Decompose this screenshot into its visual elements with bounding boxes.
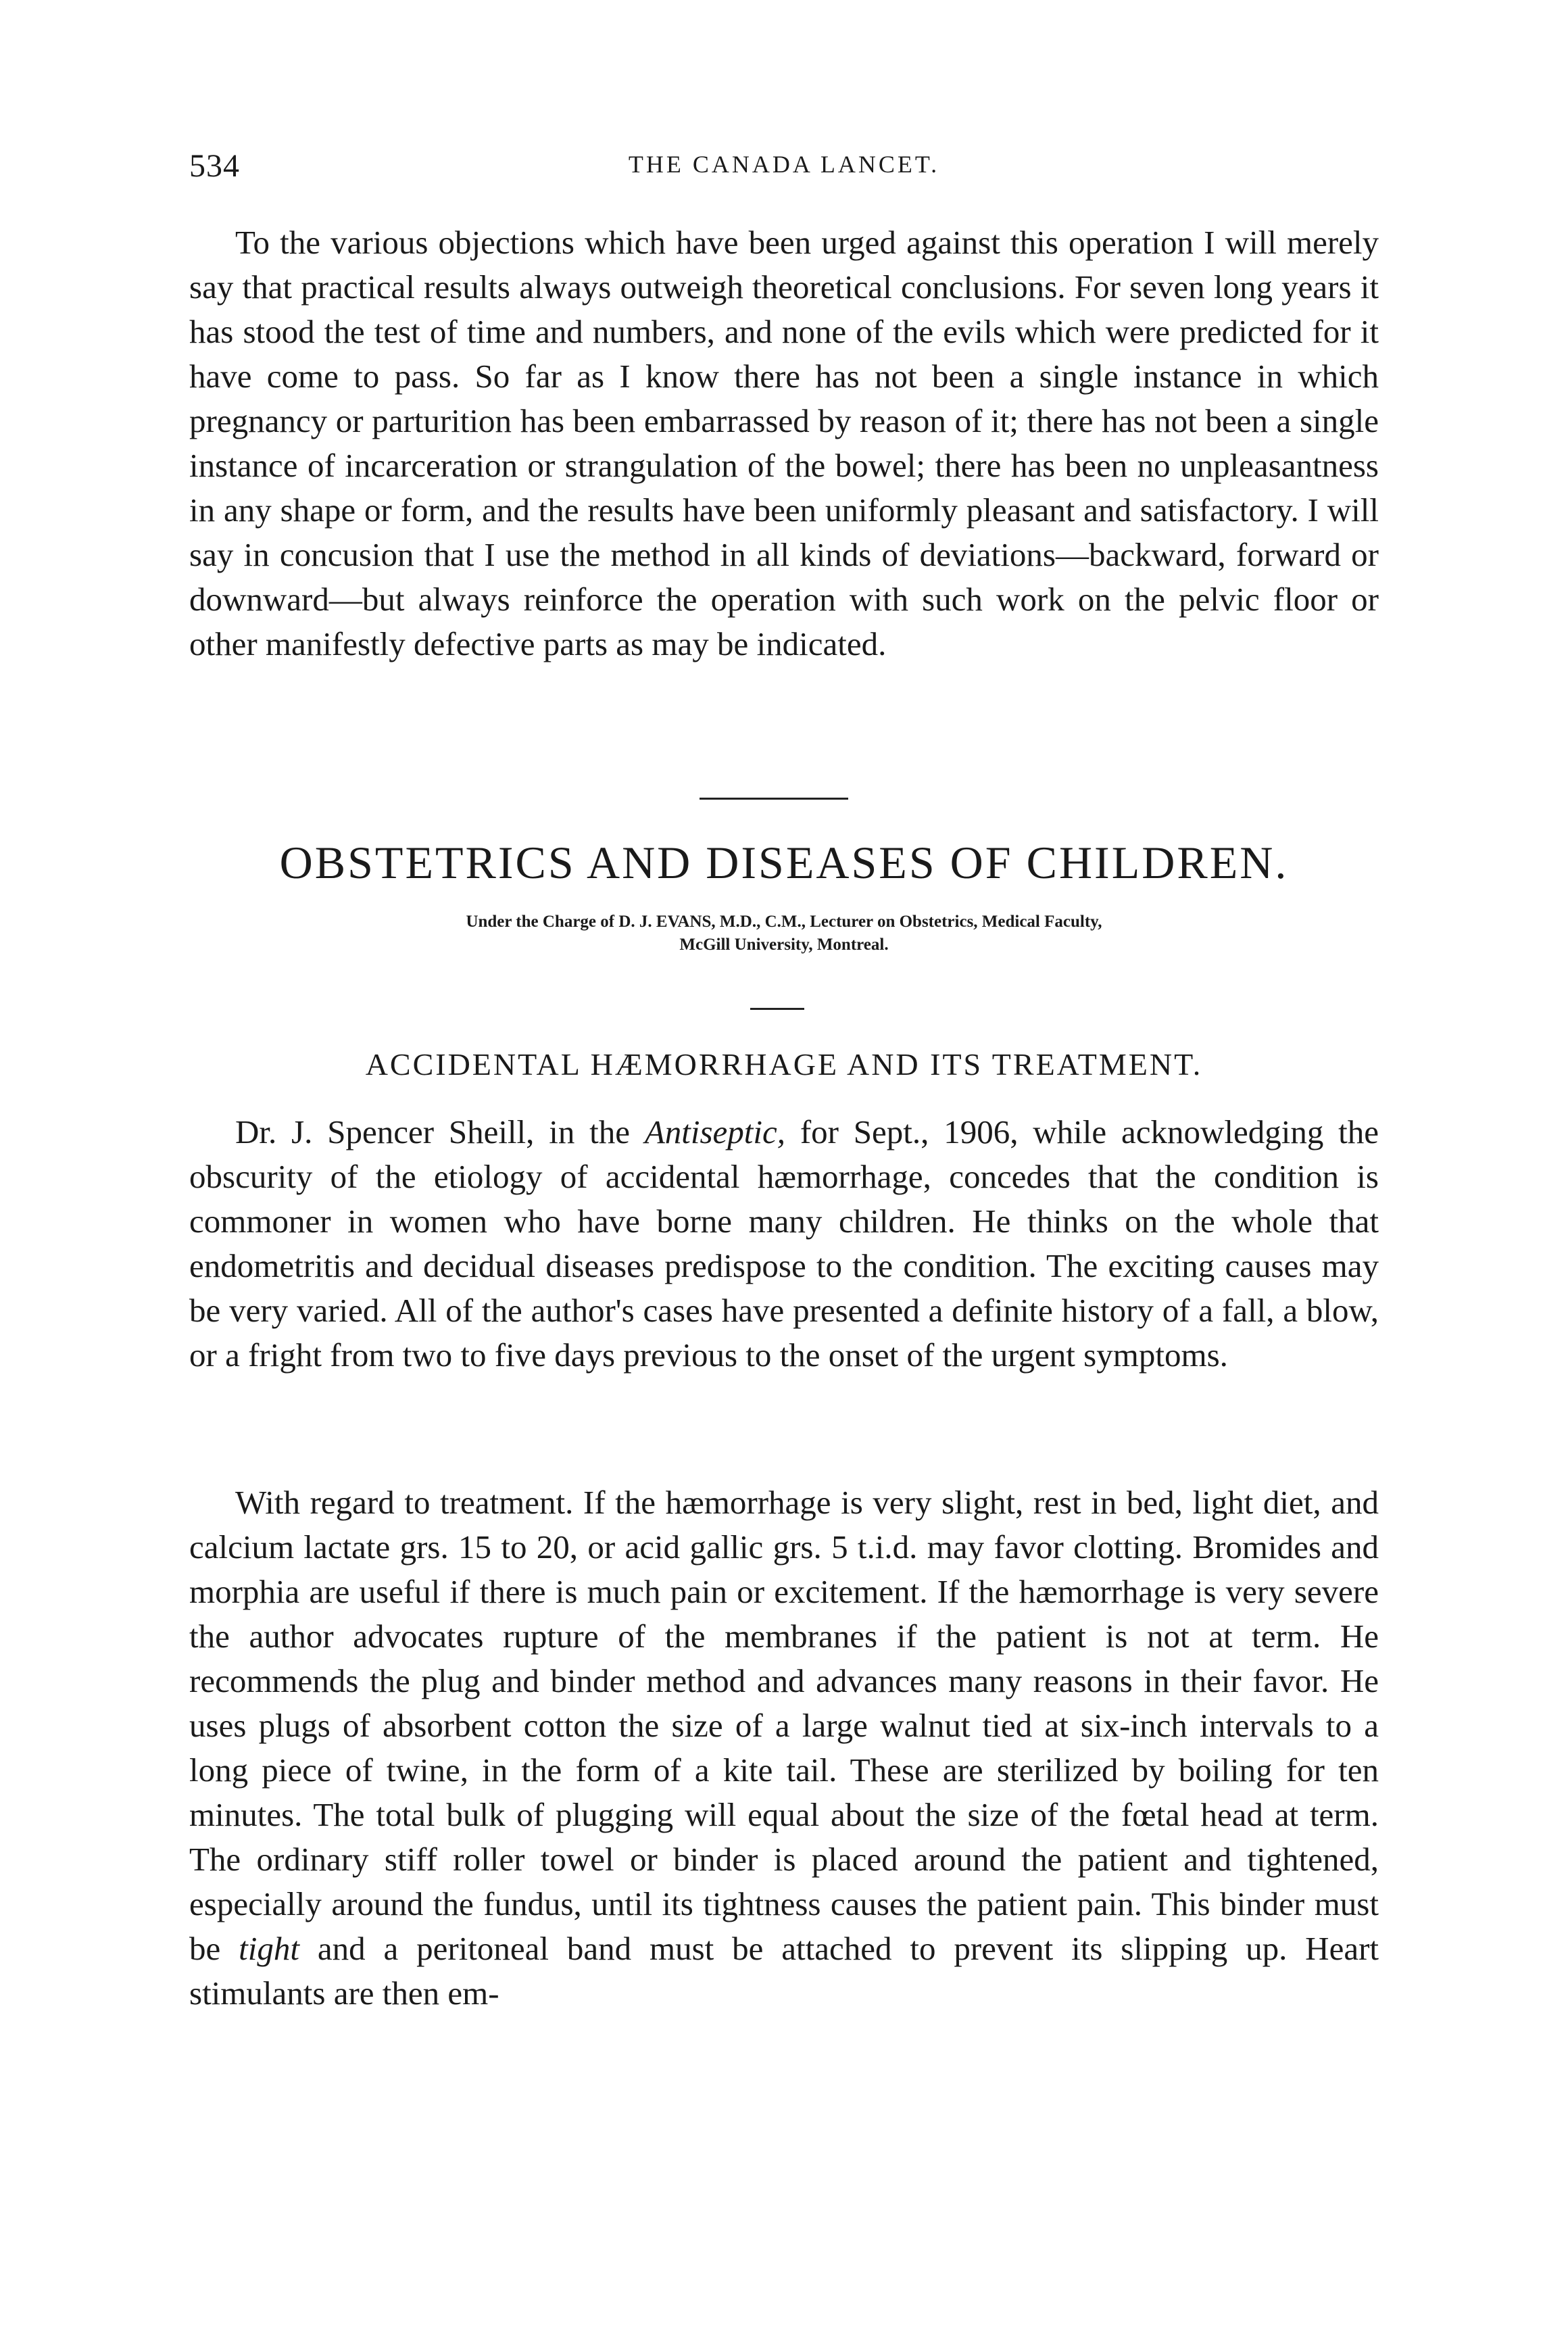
p2-text-start: With regard to treatment. If the hæmorrhage is very slight, rest in bed, light diet, and calcium lactate grs. 15 to 20, or acid gallic grs. 5 t.i.d. may favor clotting. Bromides and morphia are useful if there is much pain or excitement. If the hæmorrhage is very severe the author advocates rupture of the membranes if the patient is not at term. He recommends the plug and binder method and advances many reasons in their favor. He uses plugs of absorbent cotton the size of a large walnut tied at six-inch intervals to a long piece of twine, in the form of a kite tail. These are sterilized by boiling for ten minutes. The total bulk of plugging will equal about the size of the fœtal head at term. The ordinary stiff roller towel or binder is placed around the patient and tightened, especially around the fundus, until its tightness causes the patient pain. This binder must be [189,1484,1379,1967]
emphasis-tight: tight [239,1930,299,1967]
article-paragraph-1 [189,1110,1379,1378]
page-number: 534 [189,148,240,184]
editor-note-line-1: Under the Charge of D. J. EVANS, M.D., C.M., Lecturer on Obstetrics, Medical Faculty, [466,913,1102,931]
editor-note [223,911,1345,956]
article-title: ACCIDENTAL HÆMORRHAGE AND ITS TREATMENT. [365,1047,1203,1082]
intro-paragraph: To the various objections which have been urged against this operation I will merely say that practical results always outweigh theoretical conclusions. For seven long years it has stood the test of time and numbers, and none of the evils which were predicted for it have come to pass. So far as I know there has not been a single instance in which pregnancy or parturition has been embarrassed by reason of it; there has not been a single instance of incarceration or strangulation of the bowel; there has been no unpleasantness in any shape or form, and the results have been uniformly pleasant and satisfactory. I will say in concusion that I use the method in all kinds of deviations—backward, forward or downward—but always reinforce the operation with such work on the pelvic floor or other manifestly defective parts as may be indicated. [189,224,1379,662]
cited-journal: Antiseptic, [644,1113,786,1150]
journal-title: THE CANADA LANCET. [628,151,940,178]
running-head [189,147,1379,195]
editor-note-line-2: McGill University, Montreal. [679,936,889,954]
article-paragraph-2 [189,1480,1379,2016]
p1-text-start: Dr. J. Spencer Sheill, in the [235,1113,645,1150]
section-title: OBSTETRICS AND DISEASES OF CHILDREN. [279,837,1289,888]
section-divider [700,798,848,800]
p2-text-rest: and a peritoneal band must be attached to prevent its slipping up. Heart stimulants are then em- [189,1930,1379,2012]
p1-text-rest: for Sept., 1906, while acknowledging the obscurity of the etiology of accidental hæmorrhage, concedes that the condition is commoner in women who have borne many children. He thinks on the whole that endometritis and decidual diseases predispose to the condition. The exciting causes may be very varied. All of the author's cases have presented a definite history of a fall, a blow, or a fright from two to five days previous to the onset of the urgent symptoms. [189,1113,1379,1374]
short-divider [750,1008,804,1010]
